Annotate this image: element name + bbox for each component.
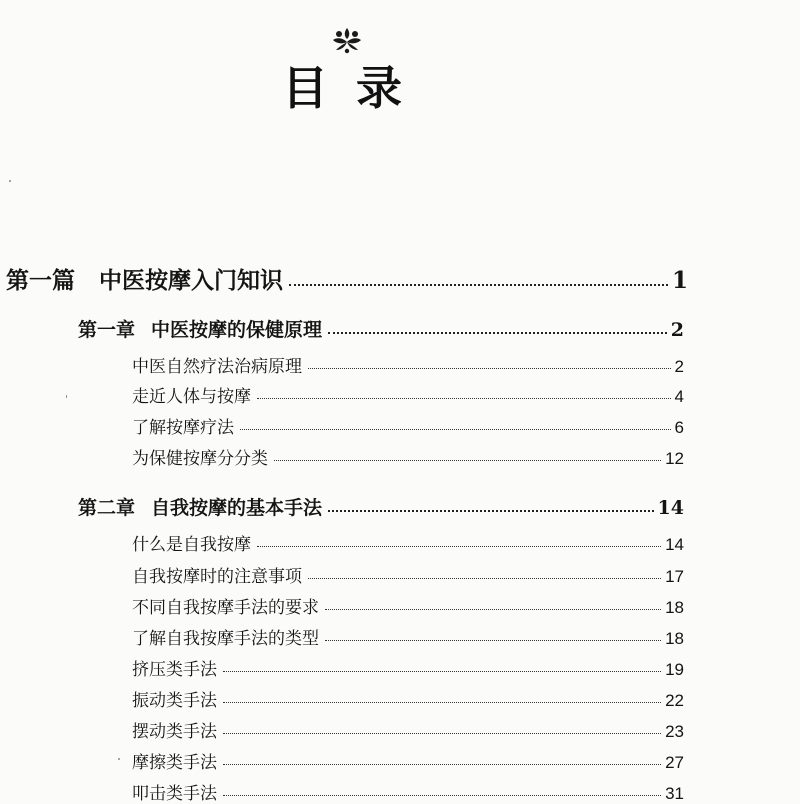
page-number: 1 (671, 267, 688, 294)
toc-section-entry[interactable] (132, 413, 684, 438)
dot-leader (240, 428, 671, 430)
section-title: 振动类手法 (132, 691, 217, 711)
toc-section-entry[interactable] (132, 444, 684, 469)
page-number: 23 (665, 722, 684, 741)
page-number: 27 (665, 753, 684, 772)
scan-speck (66, 395, 67, 398)
dot-leader (328, 508, 654, 512)
section-title: 走近人体与按摩 (132, 387, 251, 407)
section-title: 了解按摩疗法 (132, 418, 234, 438)
chapter-title: 自我按摩的基本手法 (151, 497, 323, 519)
floral-ornament-icon (327, 26, 367, 56)
page-title: 目录 (282, 61, 430, 115)
dot-leader (223, 794, 661, 796)
toc-section-entry[interactable] (132, 382, 684, 407)
page-number: 17 (665, 567, 684, 586)
chapter-number: 第一章 (78, 319, 136, 341)
section-title: 了解自我按摩手法的类型 (132, 629, 319, 649)
dot-leader (223, 732, 661, 734)
section-title: 中医自然疗法治病原理 (132, 357, 302, 377)
page-number: 22 (665, 691, 684, 710)
dot-leader (308, 367, 671, 369)
dot-leader (257, 545, 661, 547)
toc-section-entry[interactable] (132, 686, 684, 711)
page-number: 19 (665, 660, 684, 679)
dot-leader (223, 670, 661, 672)
toc-section-entry[interactable] (132, 717, 684, 742)
toc-chapter-entry[interactable] (78, 315, 684, 342)
page-number: 2 (674, 357, 684, 376)
toc-part-entry[interactable] (6, 262, 688, 295)
toc-section-entry[interactable] (132, 655, 684, 680)
toc-section-entry[interactable] (132, 562, 684, 587)
page-number: 14 (665, 535, 684, 554)
dot-leader (308, 577, 661, 579)
dot-leader (274, 459, 661, 461)
page-number: 18 (665, 598, 684, 617)
page-number: 18 (665, 629, 684, 648)
dot-leader (289, 282, 668, 286)
chapter-title: 中医按摩的保健原理 (151, 319, 323, 341)
part-number: 第一篇 (6, 267, 75, 294)
section-title: 自我按摩时的注意事项 (132, 567, 302, 587)
section-title: 不同自我按摩手法的要求 (132, 598, 319, 618)
page-number: 6 (674, 418, 684, 437)
dot-leader (223, 763, 661, 765)
section-title: 叩击类手法 (132, 784, 217, 804)
section-title: 摩擦类手法 (132, 753, 217, 773)
toc-section-entry[interactable] (132, 593, 684, 618)
part-title: 中医按摩入门知识 (99, 267, 283, 294)
toc-section-entry[interactable] (132, 779, 684, 804)
section-title: 摆动类手法 (132, 722, 217, 742)
toc-section-entry[interactable] (132, 530, 684, 555)
page-number: 12 (665, 449, 684, 468)
dot-leader (325, 639, 661, 641)
dot-leader (328, 330, 667, 334)
page-number: 31 (665, 784, 684, 803)
scan-speck (9, 180, 11, 182)
page-number: 4 (674, 387, 684, 406)
section-title: 挤压类手法 (132, 660, 217, 680)
page-number: 2 (670, 319, 684, 341)
dot-leader (257, 397, 671, 399)
toc-section-entry[interactable] (132, 352, 684, 377)
chapter-number: 第二章 (78, 497, 136, 519)
dot-leader (325, 608, 661, 610)
toc-section-entry[interactable] (132, 624, 684, 649)
dot-leader (223, 701, 661, 703)
toc-chapter-entry[interactable] (78, 493, 684, 520)
section-title: 为保健按摩分分类 (132, 449, 268, 469)
scan-speck (118, 758, 120, 760)
toc-section-entry[interactable] (132, 748, 684, 773)
section-title: 什么是自我按摩 (132, 535, 251, 555)
page-number: 14 (657, 497, 684, 519)
